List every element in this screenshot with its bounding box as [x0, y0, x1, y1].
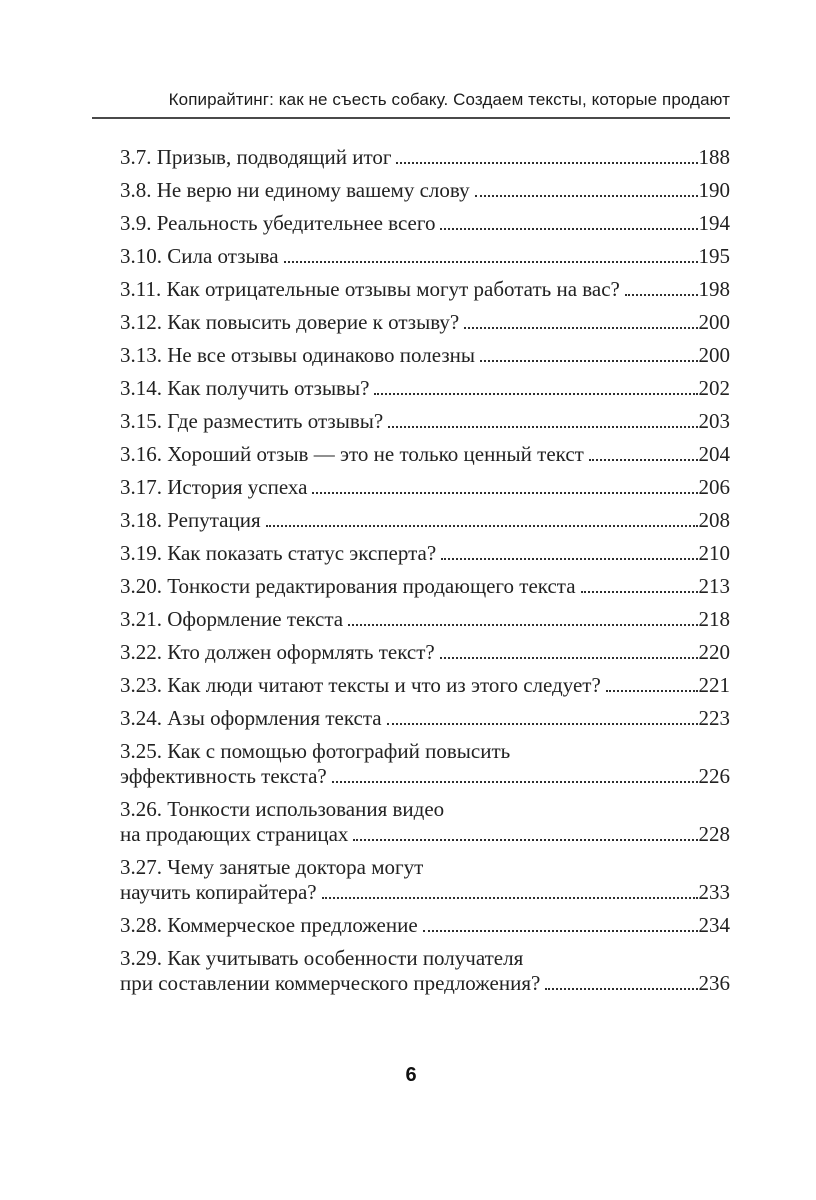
- toc-entry-title: 3.7. Призыв, подводящий итог: [120, 145, 392, 169]
- book-page: [92, 0, 730, 1200]
- toc-entry-row: [120, 673, 730, 698]
- running-head: [92, 0, 730, 119]
- dot-leader: [475, 195, 698, 197]
- dot-leader: [266, 525, 698, 527]
- toc-entry-page-number: 233: [698, 880, 730, 904]
- toc-entry-title: 3.10. Сила отзыва: [120, 244, 279, 268]
- toc-entry-title: при составлении коммерческого предложения?: [120, 971, 541, 995]
- dot-leader: [312, 492, 697, 494]
- toc-entry-row: [120, 971, 730, 996]
- toc-entry-title: 3.28. Коммерческое предложение: [120, 913, 418, 937]
- toc-entry-row: [120, 764, 730, 789]
- toc-entry-title: 3.13. Не все отзывы одинаково полезны: [120, 343, 475, 367]
- toc-entry-title: 3.21. Оформление текста: [120, 607, 344, 631]
- toc-entry-page-number: 206: [698, 475, 730, 499]
- toc-entry-title: 3.12. Как повысить доверие к отзыву?: [120, 310, 460, 334]
- toc-entry-title: 3.22. Кто должен оформлять текст?: [120, 640, 435, 664]
- toc-entry-page-number: 218: [698, 607, 730, 631]
- dot-leader: [387, 723, 698, 725]
- dot-leader: [606, 690, 698, 692]
- toc-entry-title-line: 3.29. Как учитывать особенности получателя: [120, 946, 524, 970]
- toc-entry-page-number: 195: [698, 244, 730, 268]
- dot-leader: [440, 228, 697, 230]
- toc-entry-title: на продающих страницах: [120, 822, 349, 846]
- toc-entry: [120, 913, 730, 938]
- toc-entry: [120, 607, 730, 632]
- dot-leader: [284, 261, 698, 263]
- dot-leader: [581, 591, 698, 593]
- toc-entry-page-number: 226: [698, 764, 730, 788]
- toc-entry-page-number: 200: [698, 310, 730, 334]
- toc-entry-title: 3.8. Не верю ни единому вашему слову: [120, 178, 470, 202]
- toc-entry-page-number: 203: [698, 409, 730, 433]
- toc-entry-row: [120, 640, 730, 665]
- toc-entry: [120, 640, 730, 665]
- header-rule: [92, 117, 730, 119]
- toc-entry-page-number: 188: [698, 145, 730, 169]
- dot-leader: [440, 657, 698, 659]
- toc-entry-title: 3.24. Азы оформления текста: [120, 706, 382, 730]
- toc-entry-title: 3.11. Как отрицательные отзывы могут работать на вас?: [120, 277, 620, 301]
- toc-entry: [120, 442, 730, 467]
- toc-entry: [120, 310, 730, 335]
- toc-entry-page-number: 200: [698, 343, 730, 367]
- toc-entry: [120, 706, 730, 731]
- page-footer: [92, 1064, 730, 1087]
- page-number: 6: [405, 1064, 417, 1086]
- toc-entry-row: [120, 277, 730, 302]
- toc-entry-title-line: 3.27. Чему занятые доктора могут: [120, 855, 424, 879]
- toc-entry-row: [120, 343, 730, 368]
- toc-entry: [120, 343, 730, 368]
- dot-leader: [374, 393, 697, 395]
- toc-entry-title: 3.16. Хороший отзыв — это не только ценный текст: [120, 442, 584, 466]
- toc-entry: [120, 508, 730, 533]
- toc-entry-row: [120, 442, 730, 467]
- toc-entry-page-number: 220: [698, 640, 730, 664]
- toc-entry-row: [120, 145, 730, 170]
- toc-entry-title: 3.19. Как показать статус эксперта?: [120, 541, 437, 565]
- toc-entry-row: [120, 508, 730, 533]
- toc-entry-title: эффективность текста?: [120, 764, 327, 788]
- toc-entry-title: 3.23. Как люди читают тексты и что из этого следует?: [120, 673, 601, 697]
- toc-entry-title: научить копирайтера?: [120, 880, 317, 904]
- dot-leader: [332, 781, 698, 783]
- toc-entry-title-line: 3.26. Тонкости использования видео: [120, 797, 445, 821]
- toc-entry: [120, 211, 730, 236]
- toc-entry-page-number: 190: [698, 178, 730, 202]
- toc-entry-title: 3.15. Где разместить отзывы?: [120, 409, 384, 433]
- toc-entry: [120, 409, 730, 434]
- toc-entry: [120, 541, 730, 566]
- dot-leader: [545, 988, 697, 990]
- toc-entry-row: [120, 822, 730, 847]
- toc-entry-row: [120, 310, 730, 335]
- toc-entry-row: [120, 706, 730, 731]
- dot-leader: [388, 426, 697, 428]
- dot-leader: [589, 459, 698, 461]
- toc-entry-page-number: 223: [698, 706, 730, 730]
- toc-entry-row: [120, 409, 730, 434]
- toc-entry: [120, 244, 730, 269]
- toc-entry-page-number: 228: [698, 822, 730, 846]
- toc-entry-title: 3.9. Реальность убедительнее всего: [120, 211, 436, 235]
- toc-entry: [120, 574, 730, 599]
- toc-entry: [120, 739, 730, 789]
- toc-entry-title: 3.18. Репутация: [120, 508, 261, 532]
- toc-entry-title: 3.17. История успеха: [120, 475, 308, 499]
- toc-entry: [120, 797, 730, 847]
- toc-entry-page-number: 221: [698, 673, 730, 697]
- toc-entry: [120, 145, 730, 170]
- toc-entry: [120, 855, 730, 905]
- dot-leader: [480, 360, 698, 362]
- toc-entry: [120, 946, 730, 996]
- running-title: Копирайтинг: как не съесть собаку. Создаем тексты, которые продают: [168, 90, 730, 109]
- dot-leader: [423, 930, 698, 932]
- toc-entry-page-number: 198: [698, 277, 730, 301]
- toc-entry-row: [120, 376, 730, 401]
- toc-entry-page-number: 234: [698, 913, 730, 937]
- toc-entry-page-number: 236: [698, 971, 730, 995]
- dot-leader: [441, 558, 697, 560]
- toc-entry-page-number: 208: [698, 508, 730, 532]
- toc-entry: [120, 178, 730, 203]
- toc-entry-row: [120, 880, 730, 905]
- dot-leader: [625, 294, 698, 296]
- dot-leader: [396, 162, 697, 164]
- toc-entry-page-number: 194: [698, 211, 730, 235]
- dot-leader: [353, 839, 697, 841]
- toc-list: [120, 145, 730, 996]
- toc-entry-row: [120, 244, 730, 269]
- toc-entry-title: 3.20. Тонкости редактирования продающего текста: [120, 574, 576, 598]
- toc-entry-row: [120, 913, 730, 938]
- toc-entry-row: [120, 607, 730, 632]
- toc-entry-title-line: 3.25. Как с помощью фотографий повысить: [120, 739, 511, 763]
- dot-leader: [322, 897, 698, 899]
- toc-entry-title: 3.14. Как получить отзывы?: [120, 376, 370, 400]
- toc-entry-row: [120, 178, 730, 203]
- toc-entry-page-number: 213: [698, 574, 730, 598]
- toc-entry-row: [120, 211, 730, 236]
- toc-entry: [120, 376, 730, 401]
- toc-entry-row: [120, 475, 730, 500]
- dot-leader: [464, 327, 697, 329]
- toc-entry: [120, 673, 730, 698]
- toc-entry-page-number: 210: [698, 541, 730, 565]
- toc-entry: [120, 475, 730, 500]
- toc-entry-row: [120, 574, 730, 599]
- toc-entry-page-number: 202: [698, 376, 730, 400]
- toc-entry-row: [120, 541, 730, 566]
- toc-entry: [120, 277, 730, 302]
- dot-leader: [348, 624, 697, 626]
- toc-entry-page-number: 204: [698, 442, 730, 466]
